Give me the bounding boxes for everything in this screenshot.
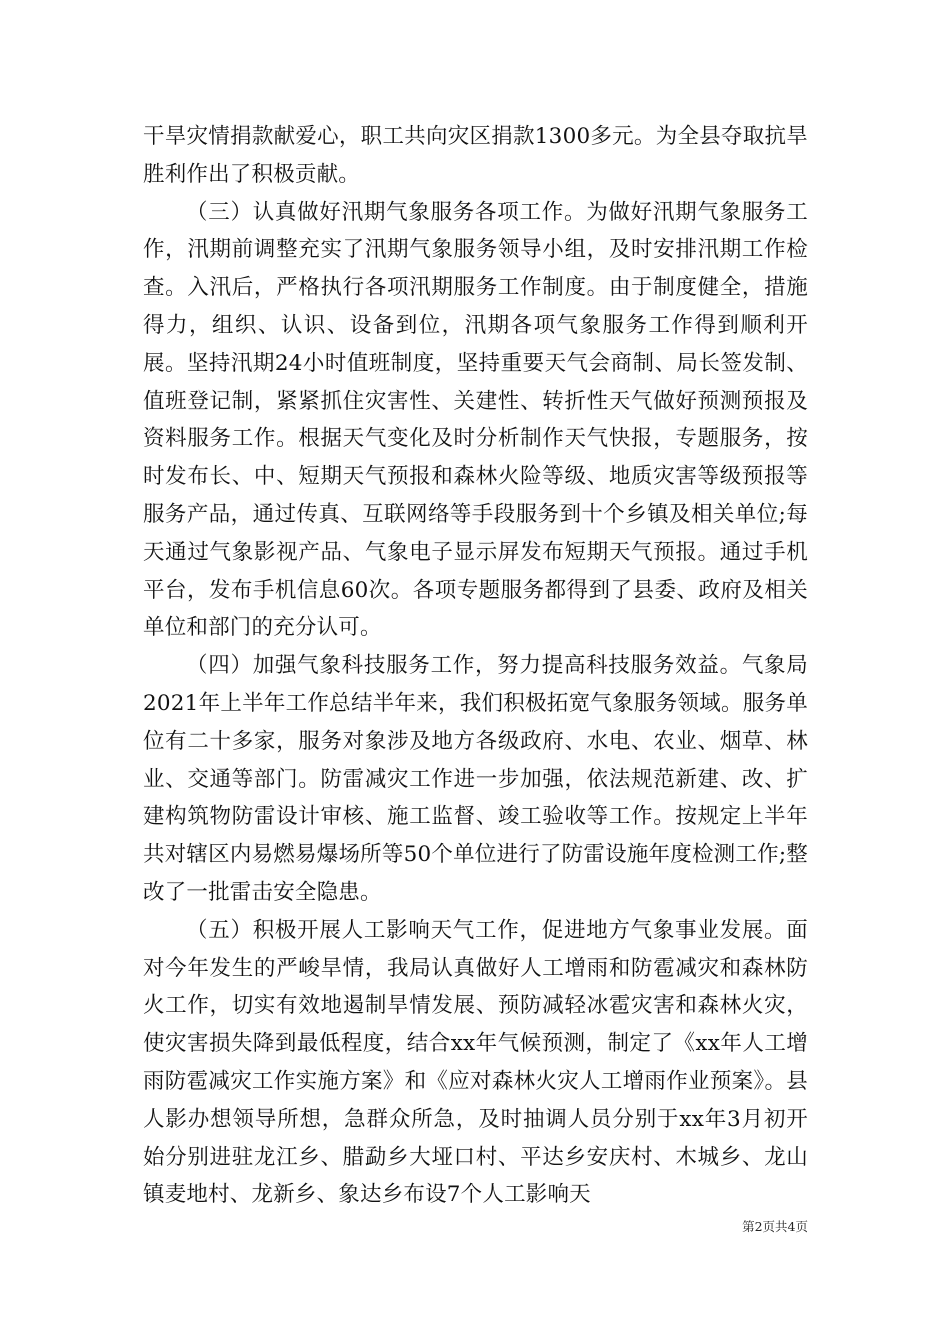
paragraph-tech-service: （四）加强气象科技服务工作，努力提高科技服务效益。气象局2021年上半年工作总结半年来，我们积极拓宽气象服务领域。服务单位有二十多家，服务对象涉及地方各级政府、水电、农业、烟草、林业、交通等部门。防雷减灾工作进一步加强，依法规范新建、改、扩建构筑物防雷设计审核、施工监督、竣工验收等工作。按规定上半年共对辖区内易燃易爆场所等50个单位进行了防雷设施年度检测工作;整改了一批雷击安全隐患。 bbox=[143, 653, 808, 905]
paragraph-drought-donation: 干旱灾情捐款献爱心，职工共向灾区捐款1300多元。为全县夺取抗旱胜利作出了积极贡献。 bbox=[143, 124, 808, 187]
document-body bbox=[143, 118, 808, 1214]
paragraph-flood-season-service: （三）认真做好汛期气象服务各项工作。为做好汛期气象服务工作，汛期前调整充实了汛期气象服务领导小组，及时安排汛期工作检查。入汛后，严格执行各项汛期服务工作制度。由于制度健全，措施得力，组织、认识、设备到位，汛期各项气象服务工作得到顺利开展。坚持汛期24小时值班制度，坚持重要天气会商制、局长签发制、值班登记制，紧紧抓住灾害性、关建性、转折性天气做好预测预报及资料服务工作。根据天气变化及时分析制作天气快报，专题服务，按时发布长、中、短期天气预报和森林火险等级、地质灾害等级预报等服务产品，通过传真、互联网络等手段服务到十个乡镇及相关单位;每天通过气象影视产品、气象电子显示屏发布短期天气预报。通过手机平台，发布手机信息60次。各项专题服务都得到了县委、政府及相关单位和部门的充分认可。 bbox=[143, 199, 808, 641]
paragraph-weather-modification: （五）积极开展人工影响天气工作，促进地方气象事业发展。面对今年发生的严峻旱情，我局认真做好人工增雨和防雹减灾和森林防火工作，切实有效地遏制旱情发展、预防减轻冰雹灾害和森林火灾，使灾害损失降到最低程度，结合xx年气候预测，制定了《xx年人工增雨防雹减灾工作实施方案》和《应对森林火灾人工增雨作业预案》。县人影办想领导所想，急群众所急，及时抽调人员分别于xx年3月初开始分别进驻龙江乡、腊勐乡大垭口村、平达乡安庆村、木城乡、龙山镇麦地村、龙新乡、象达乡布设7个人工影响天 bbox=[143, 917, 808, 1208]
page-number: 第2页共4页 bbox=[742, 1219, 808, 1234]
